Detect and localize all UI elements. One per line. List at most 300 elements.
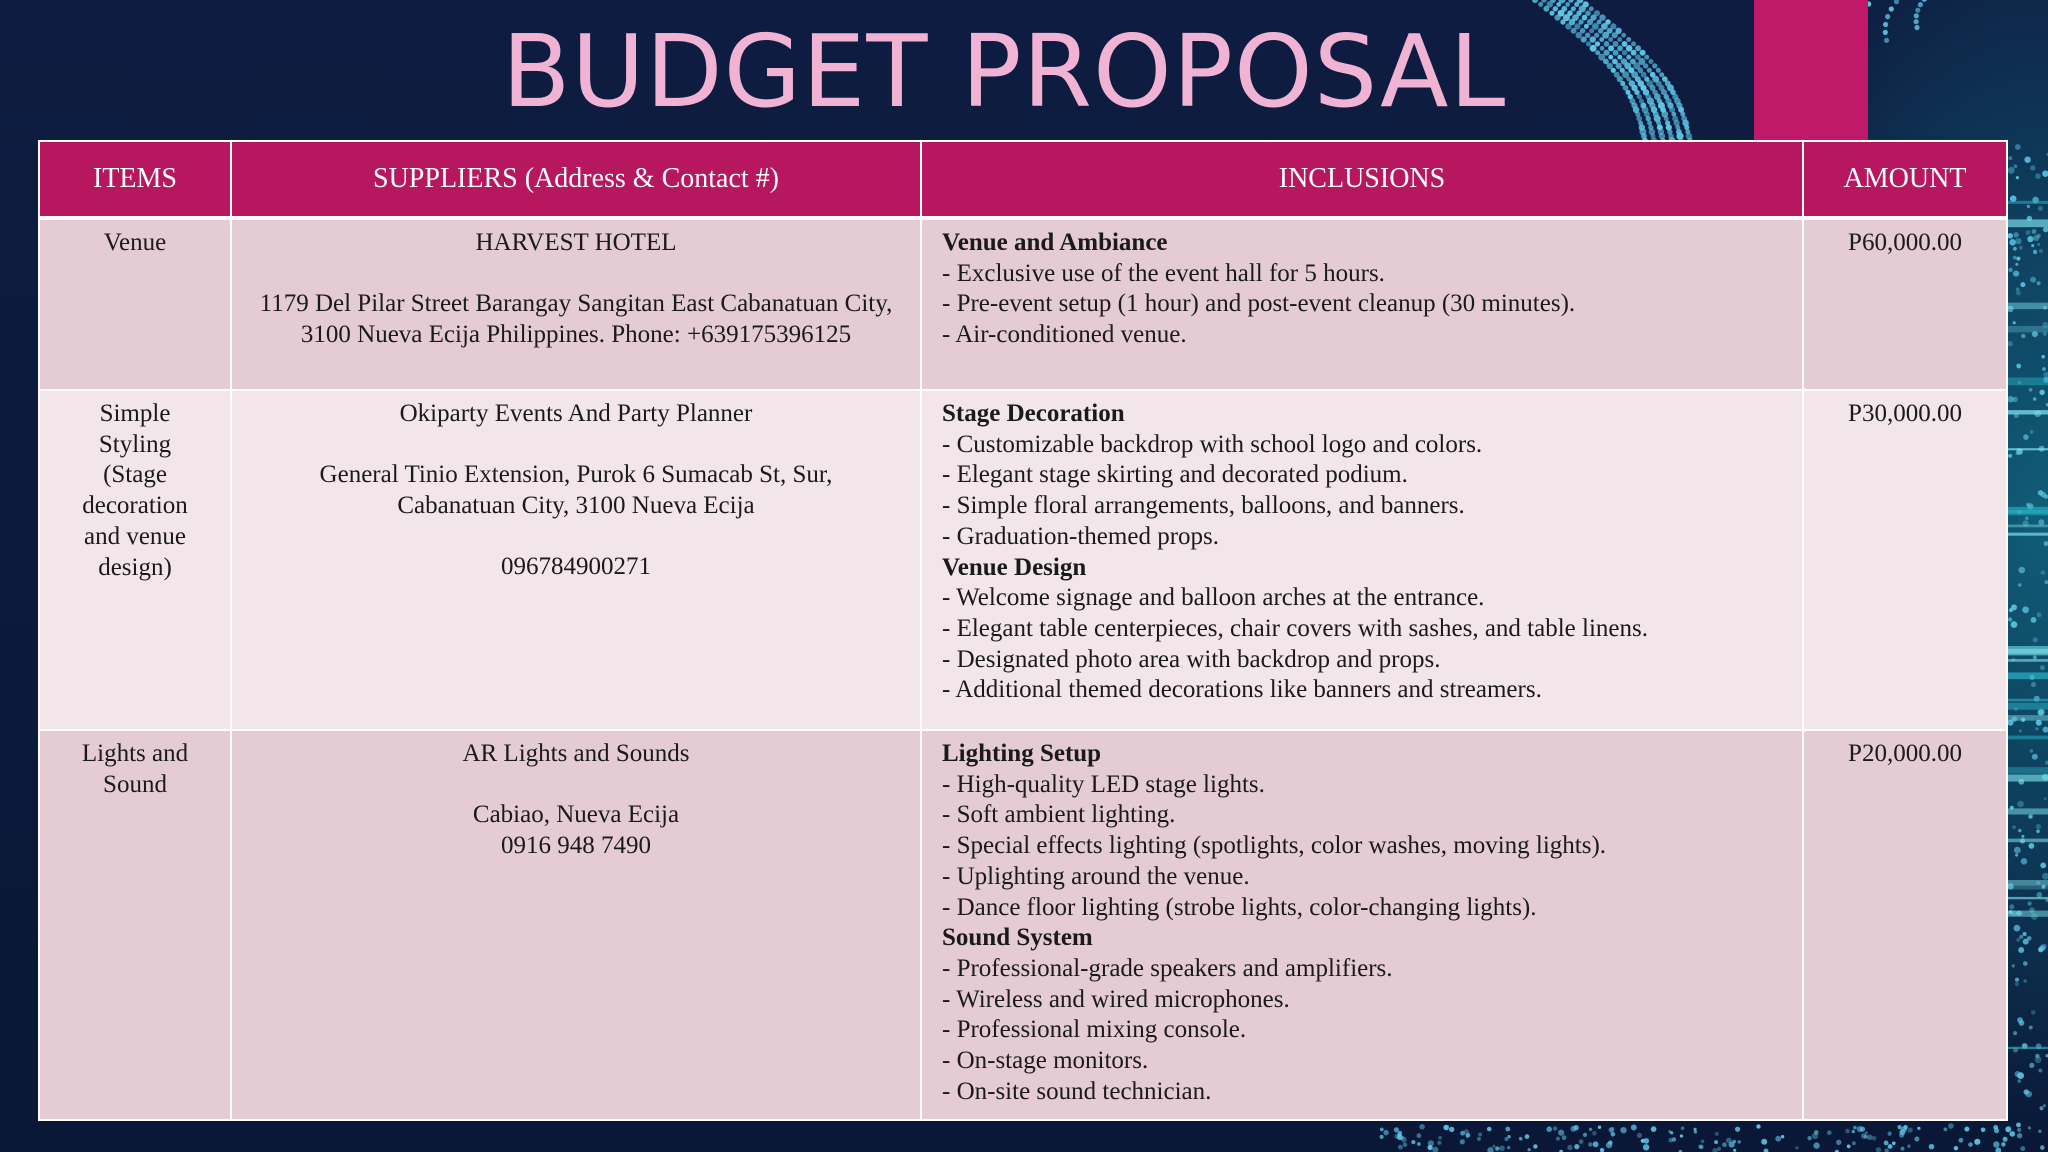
decor-dot — [2008, 167, 2015, 174]
decor-dot — [2023, 961, 2028, 966]
decor-dot — [1929, 1144, 1935, 1150]
decor-dot — [1598, 1126, 1601, 1129]
supplier-address: General Tinio Extension, Purok 6 Sumacab St, Sur, Cabanatuan City, 3100 Nueva Ecija — [319, 461, 833, 520]
inclusion-line: - Special effects lighting (spotlights, color washes, moving lights). — [942, 832, 1607, 860]
decor-dot — [2029, 1026, 2033, 1030]
inclusion-line: - Wireless and wired microphones. — [942, 985, 1290, 1013]
decor-dot — [2029, 843, 2035, 849]
decor-dot — [1889, 6, 1894, 11]
decor-dot — [2017, 1133, 2022, 1138]
header-amount: AMOUNT — [1803, 141, 2007, 218]
decor-dot — [2016, 364, 2021, 369]
decor-dot — [1533, 1144, 1537, 1148]
decor-dot — [1888, 1132, 1892, 1136]
decor-dot — [2038, 490, 2044, 496]
table-row — [39, 218, 2007, 390]
decor-dot — [1888, 1144, 1893, 1149]
decor-dot — [2018, 947, 2024, 953]
amount-value: P20,000.00 — [1848, 740, 1962, 767]
decor-dot — [1852, 1130, 1855, 1133]
decor-dot — [2015, 238, 2021, 244]
decor-dot — [2016, 291, 2021, 296]
decor-dot — [2016, 176, 2019, 179]
decor-dot — [1884, 1141, 1889, 1146]
decor-dot — [2016, 452, 2019, 455]
decor-dot — [1499, 1146, 1504, 1151]
table-row — [39, 390, 2007, 730]
decor-dot — [1669, 1138, 1674, 1143]
decor-streak — [2006, 775, 2048, 782]
supplier-name: HARVEST HOTEL — [475, 229, 677, 256]
decor-dot — [2023, 932, 2027, 936]
decor-dot — [2026, 230, 2031, 235]
decor-dot — [1813, 1142, 1819, 1148]
decor-dot — [2037, 243, 2040, 246]
decor-dot — [2032, 754, 2038, 760]
decor-dot — [1400, 1136, 1405, 1141]
decor-dot — [1532, 0, 1538, 3]
decor-dot — [1562, 1135, 1567, 1140]
decor-dot — [1968, 1142, 1973, 1147]
decor-dot — [2031, 1010, 2036, 1015]
supplier-cell — [231, 390, 921, 730]
decor-dot — [2014, 925, 2021, 932]
inclusion-line: - Designated photo area with backdrop and props. — [942, 645, 1441, 673]
item-cell — [39, 390, 231, 730]
decor-dot — [2019, 730, 2022, 733]
decor-dot — [2011, 604, 2017, 610]
decor-dot — [2015, 263, 2018, 266]
inclusion-heading: Stage Decoration — [942, 400, 1125, 427]
decor-dot — [2040, 1145, 2045, 1150]
decor-dot — [1899, 1129, 1905, 1135]
decor-streak — [2006, 767, 2048, 774]
spacer — [244, 770, 908, 801]
decor-dot — [1701, 1140, 1705, 1144]
amount-value: P30,000.00 — [1848, 400, 1962, 427]
decor-dot — [2040, 665, 2045, 670]
spacer — [244, 430, 908, 461]
table-row — [39, 730, 2007, 1120]
decor-dot — [1764, 1149, 1769, 1152]
decor-streak — [2006, 219, 2048, 227]
decor-dot — [2009, 904, 2014, 909]
decor-dot — [2013, 247, 2017, 251]
decor-dot — [1651, 1126, 1657, 1132]
decor-dot — [2038, 947, 2043, 952]
decor-dot — [2044, 494, 2048, 499]
decor-dot — [1908, 1128, 1913, 1133]
decor-dot — [1574, 1144, 1579, 1149]
decor-dot — [2015, 978, 2019, 982]
decor-dot — [2031, 617, 2037, 623]
decor-dot — [2017, 1128, 2021, 1132]
inclusion-line: - Customizable backdrop with school logo and colors. — [942, 430, 1483, 458]
decor-dot — [1668, 1130, 1671, 1133]
supplier-name: AR Lights and Sounds — [462, 740, 690, 767]
decor-dot — [1593, 1141, 1599, 1147]
decor-dot — [1717, 1147, 1721, 1151]
decor-dot — [2039, 390, 2044, 395]
decor-dot — [1807, 1136, 1811, 1140]
decor-dot — [1507, 1146, 1510, 1149]
decor-dot — [2045, 580, 2048, 584]
inclusion-line: - Professional mixing console. — [942, 1016, 1247, 1044]
decor-dot — [1449, 1127, 1454, 1132]
decor-dot — [1428, 1140, 1434, 1146]
decor-streak — [2006, 377, 2048, 385]
decor-dot — [2027, 901, 2031, 905]
decor-dot — [2007, 341, 2012, 346]
inclusion-line: - Dance floor lighting (strobe lights, color-changing lights). — [942, 893, 1537, 921]
decor-dot — [1761, 1139, 1767, 1145]
decor-dot — [2003, 1137, 2008, 1142]
decor-dot — [1411, 1140, 1415, 1144]
decor-dot — [2016, 288, 2020, 292]
decor-streak — [2006, 649, 2048, 656]
decor-dot — [2038, 519, 2044, 525]
decor-dot — [2001, 1142, 2006, 1147]
decor-streak — [2006, 736, 2048, 740]
decor-streak — [2006, 703, 2048, 710]
supplier-contact: 096784900271 — [501, 553, 651, 581]
decor-dot — [2042, 873, 2048, 880]
decor-dot — [2033, 250, 2037, 254]
decor-dot — [1907, 1144, 1911, 1148]
decor-dot — [2036, 720, 2042, 726]
decor-dot — [1681, 1126, 1685, 1130]
decor-dot — [2041, 355, 2045, 359]
decor-streak — [2006, 659, 2048, 662]
decor-dot — [1995, 1148, 2001, 1152]
decor-dot — [2030, 165, 2035, 170]
decor-dot — [1918, 2, 1923, 7]
decor-dot — [1964, 1127, 1969, 1132]
decor-dot — [1592, 1131, 1597, 1136]
header-suppliers: SUPPLIERS (Address & Contact #) — [231, 141, 921, 218]
decor-dot — [1894, 0, 1899, 4]
inclusion-line: - Soft ambient lighting. — [942, 801, 1176, 829]
decor-dot — [1417, 1142, 1421, 1146]
decor-dot — [2040, 1106, 2044, 1110]
decor-dot — [1570, 1126, 1576, 1132]
decor-dot — [1398, 1145, 1403, 1150]
inclusions-cell — [921, 730, 1803, 1120]
supplier-address: 1179 Del Pilar Street Barangay Sangitan East Cabanatuan City, 3100 Nueva Ecija Philippines. Phone: +639175396125 — [259, 290, 893, 349]
page-title — [0, 12, 2048, 132]
decor-dot — [2027, 936, 2032, 941]
inclusion-line: - Additional themed decorations like banners and streamers. — [942, 676, 1542, 704]
decor-dot — [1600, 1148, 1604, 1152]
decor-streak — [2006, 303, 2048, 309]
decor-dot — [1568, 0, 1573, 3]
decor-dot — [2027, 205, 2030, 208]
decor-dot — [2019, 567, 2026, 574]
decor-dot — [1892, 1142, 1896, 1146]
item-cell — [39, 730, 231, 1120]
decor-dot — [1917, 1127, 1920, 1130]
decor-dot — [2024, 1089, 2029, 1094]
decor-dot — [2036, 824, 2041, 829]
inclusion-line: - Elegant stage skirting and decorated podium. — [942, 461, 1408, 489]
decor-dot — [2018, 829, 2021, 832]
decor-dot — [1827, 1130, 1832, 1135]
decor-dot — [1504, 1137, 1508, 1141]
item-name: Simple Styling (Stage decoration and venue design) — [82, 400, 188, 581]
spacer — [244, 522, 908, 553]
decor-dot — [1538, 2, 1543, 7]
decor-dot — [1867, 1135, 1873, 1141]
decor-dot — [2018, 583, 2022, 587]
decor-dot — [2042, 171, 2048, 177]
decor-dot — [1836, 1140, 1841, 1145]
decor-dot — [1478, 1133, 1482, 1137]
decor-dot — [2013, 256, 2017, 260]
decor-dot — [2006, 1128, 2010, 1132]
decor-dot — [2035, 173, 2041, 179]
decor-streak — [2006, 839, 2048, 843]
decor-dot — [1437, 1141, 1441, 1145]
decor-dot — [2033, 397, 2036, 400]
decor-dot — [1775, 1136, 1781, 1142]
decor-dot — [1993, 1141, 1999, 1147]
decor-dot — [2035, 727, 2038, 730]
decor-dot — [1583, 1133, 1587, 1137]
inclusion-heading: Venue Design — [942, 553, 1087, 581]
inclusion-line: - Professional-grade speakers and amplifiers. — [942, 954, 1393, 982]
decor-dot — [2023, 434, 2029, 440]
decor-dot — [1944, 1128, 1948, 1132]
decor-dot — [2038, 206, 2043, 211]
decor-dot — [2012, 825, 2016, 829]
header-items: ITEMS — [39, 141, 231, 218]
supplier-address: Cabiao, Nueva Ecija — [472, 801, 680, 829]
decor-dot — [1383, 1130, 1388, 1135]
decor-dot — [2008, 617, 2012, 621]
decor-dot — [1419, 1124, 1425, 1130]
inclusion-line: - On-site sound technician. — [942, 1077, 1212, 1105]
decor-dot — [1464, 1129, 1469, 1134]
decor-dot — [1546, 1126, 1552, 1132]
decor-dot — [2013, 321, 2016, 324]
decor-streak — [2006, 911, 2048, 917]
decor-dot — [1631, 1125, 1637, 1131]
decor-dot — [1954, 1146, 1958, 1150]
decor-dot — [2021, 334, 2025, 338]
decor-dot — [2009, 239, 2016, 246]
decor-dot — [1974, 1139, 1980, 1145]
inclusion-line: - Uplighting around the venue. — [942, 862, 1250, 890]
decor-dot — [2031, 682, 2036, 687]
decor-dot — [2019, 935, 2023, 939]
decor-dot — [2043, 1104, 2046, 1107]
decor-dot — [2043, 227, 2048, 233]
decor-dot — [2037, 234, 2041, 238]
decor-dot — [1922, 0, 1927, 2]
decor-dot — [1852, 1141, 1856, 1145]
inclusion-line: - Graduation-themed props. — [942, 522, 1220, 550]
supplier-cell — [231, 218, 921, 390]
page-title-text: BUDGET PROPOSAL — [501, 13, 1507, 130]
inclusion-line: - Pre-event setup (1 hour) and post-event cleanup (30 minutes). — [942, 290, 1576, 318]
decor-dot — [1914, 1137, 1919, 1142]
inclusion-line: - Elegant table centerpieces, chair covers with sashes, and table linens. — [942, 614, 1648, 642]
decor-dot — [1901, 1147, 1905, 1151]
decor-dot — [1644, 1138, 1650, 1144]
decor-streak — [2006, 533, 2048, 536]
decor-dot — [2029, 388, 2033, 392]
decor-dot — [1814, 1130, 1819, 1135]
decor-dot — [1729, 1142, 1735, 1148]
decor-dot — [2041, 570, 2046, 575]
decor-dot — [1428, 1146, 1431, 1149]
decor-dot — [2020, 1146, 2025, 1151]
decor-dot — [1861, 1133, 1866, 1138]
inclusion-heading: Lighting Setup — [942, 740, 1102, 767]
decor-dot — [1432, 1147, 1438, 1152]
inclusions-cell — [921, 390, 1803, 730]
decor-dot — [2016, 938, 2020, 942]
supplier-cell — [231, 730, 921, 1120]
decor-dot — [1885, 1148, 1889, 1152]
decor-dot — [2044, 541, 2048, 546]
decor-dot — [1735, 1127, 1740, 1132]
decor-dot — [1417, 1133, 1422, 1138]
decor-dot — [1583, 1, 1589, 7]
decor-dot — [2013, 232, 2018, 237]
decor-dot — [2017, 801, 2024, 808]
decor-dot — [1795, 1146, 1798, 1149]
decor-dot — [1694, 1130, 1697, 1133]
decor-dot — [2024, 157, 2030, 163]
decor-streak — [2006, 410, 2048, 414]
decor-dot — [1712, 1148, 1717, 1152]
decor-dot — [1611, 1132, 1616, 1137]
decor-dot — [1519, 1137, 1523, 1141]
decor-dot — [2030, 277, 2036, 283]
decor-dot — [1733, 1149, 1736, 1152]
decor-dot — [2023, 979, 2026, 982]
decor-dot — [1589, 6, 1594, 11]
item-cell — [39, 218, 231, 390]
decor-dot — [1756, 1124, 1760, 1128]
decor-dot — [2021, 835, 2024, 838]
decor-dot — [1380, 1135, 1384, 1139]
decor-dot — [2017, 1017, 2023, 1023]
decor-dot — [1845, 1129, 1850, 1134]
decor-streak — [2006, 326, 2048, 333]
decor-dot — [2016, 257, 2020, 261]
inclusion-line: - Welcome signage and balloon arches at the entrance. — [942, 584, 1485, 612]
inclusion-line: - Air-conditioned venue. — [942, 321, 1187, 349]
decor-streak — [2006, 715, 2048, 721]
decor-dot — [2013, 1031, 2017, 1035]
decor-dot — [2014, 165, 2018, 169]
decor-dot — [2008, 156, 2012, 160]
inclusion-line: - Exclusive use of the event hall for 5 hours. — [942, 259, 1385, 287]
decor-dot — [1714, 1140, 1718, 1144]
decor-dot — [2035, 1056, 2042, 1063]
inclusion-line: - High-quality LED stage lights. — [942, 770, 1265, 798]
decor-dot — [1694, 1128, 1697, 1131]
item-name: Lights and Sound — [81, 740, 189, 798]
decor-dot — [1853, 1126, 1857, 1130]
decor-dot — [1565, 2, 1570, 7]
decor-dot — [1553, 1126, 1557, 1130]
decor-dot — [1715, 1132, 1719, 1136]
decor-dot — [2031, 244, 2034, 247]
decor-dot — [1588, 1142, 1592, 1146]
decor-dot — [1505, 1127, 1510, 1132]
decor-dot — [2037, 281, 2041, 285]
decor-dot — [2011, 621, 2018, 628]
decor-dot — [2015, 144, 2021, 150]
decor-dot — [2033, 656, 2037, 660]
decor-dot — [1380, 1128, 1384, 1132]
amount-cell — [1803, 218, 2007, 390]
decor-streak — [2006, 525, 2048, 528]
decor-dot — [1847, 1145, 1851, 1149]
decor-streak — [2006, 897, 2048, 899]
decor-dot — [1556, 1137, 1560, 1141]
decor-streak — [2006, 672, 2048, 679]
decor-dot — [2038, 1130, 2041, 1133]
inclusion-heading: Sound System — [942, 924, 1093, 952]
supplier-contact: 0916 948 7490 — [501, 832, 651, 860]
decor-dot — [2038, 1069, 2042, 1073]
decor-dot — [2008, 454, 2012, 458]
decor-streak — [2006, 699, 2048, 702]
decor-streak — [2006, 201, 2048, 204]
decor-dot — [2017, 1079, 2021, 1083]
decor-streak — [2006, 448, 2048, 450]
decor-dot — [1643, 1144, 1649, 1150]
supplier-name: Okiparty Events And Party Planner — [399, 400, 753, 427]
amount-cell — [1803, 390, 2007, 730]
decor-dot — [1487, 1127, 1492, 1132]
decor-dot — [1738, 1140, 1741, 1143]
decor-streak — [2006, 1047, 2048, 1049]
decor-streak — [2006, 510, 2048, 515]
decor-dot — [2033, 637, 2038, 642]
decor-dot — [2015, 982, 2019, 986]
decor-dot — [1477, 1137, 1481, 1141]
header-inclusions: INCLUSIONS — [921, 141, 1803, 218]
decor-dot — [1857, 1126, 1863, 1132]
decor-dot — [2040, 863, 2046, 869]
decor-dot — [2007, 233, 2013, 239]
decor-dot — [2038, 709, 2045, 716]
decor-dot — [2028, 814, 2033, 819]
decor-dot — [1395, 1134, 1400, 1139]
decor-dot — [2028, 1126, 2031, 1129]
decor-dot — [1680, 1134, 1683, 1137]
inclusions-cell — [921, 218, 1803, 390]
table-header-row — [39, 141, 2007, 218]
item-name: Venue — [103, 229, 167, 256]
inclusion-heading: Venue and Ambiance — [942, 229, 1168, 256]
decor-dot — [2021, 858, 2028, 865]
decor-dot — [2032, 229, 2037, 234]
decor-streak — [2006, 808, 2048, 814]
decor-dot — [1698, 1145, 1702, 1149]
inclusion-line: - Simple floral arrangements, balloons, and banners. — [942, 492, 1465, 520]
decor-dot — [1567, 1145, 1572, 1150]
decor-dot — [2029, 1063, 2034, 1068]
budget-table — [38, 140, 2008, 1121]
decor-dot — [1606, 1142, 1612, 1148]
decor-dot — [1993, 1125, 1998, 1130]
